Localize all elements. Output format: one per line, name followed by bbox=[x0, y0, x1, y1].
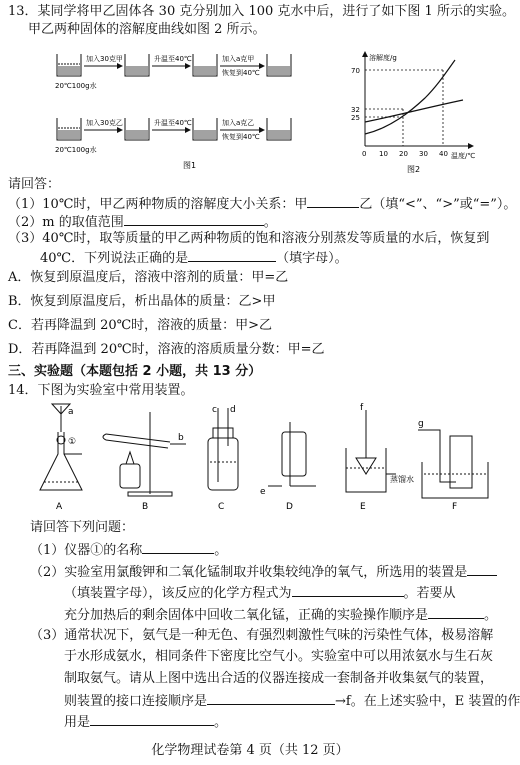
row2-beaker-3 bbox=[193, 118, 217, 140]
q14-part3-line3: 制取氨气。请从上图中选出合适的仪器连接成一套制备并收集氨气的装置， bbox=[64, 671, 494, 686]
q13-part1 bbox=[8, 195, 516, 213]
page-footer: 化学物理试卷第 4 页（共 12 页） bbox=[151, 743, 349, 758]
row1-arrow-label-4: 恢复到40℃ bbox=[222, 69, 260, 77]
apparatus-figure bbox=[20, 402, 492, 512]
q14-part3-text-b: →f。在上述实验中，E 装置的作 bbox=[335, 694, 520, 709]
q13-option-b: B．恢复到原温度后，析出晶体的质量：乙>甲 bbox=[8, 294, 276, 309]
row2-beaker-4 bbox=[267, 118, 291, 140]
answer-blank[interactable] bbox=[307, 195, 359, 208]
section-3-heading: 三、实验题（本题包括 2 小题，共 13 分） bbox=[8, 364, 262, 379]
answer-blank[interactable] bbox=[188, 249, 276, 262]
q13-part2-text: （2）m 的取值范围 bbox=[8, 215, 124, 230]
answer-blank[interactable] bbox=[207, 692, 335, 705]
q13-part3-text-b: （填字母）。 bbox=[276, 251, 348, 266]
q13-part3-line1: （3）40℃时，取等质量的甲乙两种物质的饱和溶液分别蒸发等质量的水后，恢复到 bbox=[8, 231, 490, 246]
x-axis-label: 温度/℃ bbox=[451, 152, 476, 160]
apparatus-a bbox=[40, 404, 82, 490]
row1-beaker-1 bbox=[57, 54, 81, 76]
y-tick-70: 70 bbox=[351, 67, 360, 75]
apparatus-c bbox=[208, 408, 238, 490]
q14-part3-line4 bbox=[64, 692, 520, 710]
y-axis-label: 溶解度/g bbox=[369, 54, 397, 62]
x-tick-20: 20 bbox=[399, 150, 408, 158]
q14-part3-line5: 用是 。 bbox=[64, 715, 228, 730]
q13-stem-line2: 甲乙两种固体的溶解度曲线如图 2 所示。 bbox=[28, 22, 266, 37]
q14-part3-line1: （3）通常状况下，氨气是一种无色、有强烈刺激性气味的污染性气体，极易溶解 bbox=[30, 628, 494, 643]
answer-blank[interactable] bbox=[142, 541, 214, 554]
apparatus-label-d: D bbox=[286, 502, 293, 512]
apparatus-label-a: A bbox=[56, 502, 63, 512]
figure-2-caption: 图2 bbox=[407, 165, 421, 174]
q14-part3-line2: 于水形成氨水，相同条件下密度比空气小。实验室中可以用浓氨水与生石灰 bbox=[64, 649, 494, 664]
x-tick-40: 40 bbox=[439, 150, 448, 158]
q14-part2-text: （2）实验室用氯酸钾和二氧化锰制取并收集较纯净的氧气，所选用的装置是 bbox=[30, 565, 468, 580]
apparatus-d bbox=[268, 422, 316, 486]
figure-1-diagram bbox=[55, 42, 295, 172]
q14-part3-text-c: 用是 bbox=[64, 715, 91, 730]
q13-option-a: A．恢复到原温度后，溶液中溶剂的质量：甲=乙 bbox=[8, 270, 289, 285]
solubility-curve-flat bbox=[365, 100, 463, 122]
q13-part3-text: 40℃．下列说法正确的是 bbox=[40, 251, 189, 266]
row2-arrow-label-3: 加入a克乙 bbox=[222, 119, 255, 127]
label-a: a bbox=[68, 407, 74, 417]
label-c: c bbox=[212, 405, 217, 415]
q13-part1-text: （1）10℃时，甲乙两种物质的溶解度大小关系：甲 bbox=[8, 197, 308, 212]
x-tick-30: 30 bbox=[419, 150, 428, 158]
label-circle-1: ① bbox=[68, 437, 77, 447]
apparatus-b bbox=[103, 412, 186, 496]
q14-part2-text-c: 。若要从 bbox=[403, 586, 456, 601]
q13-option-c: C．若再降温到 20℃时，溶液的质量：甲>乙 bbox=[8, 318, 273, 333]
q14-part2-text-d: 充分加热后的剩余固体中回收二氧化锰，正确的实验操作顺序是 bbox=[64, 608, 429, 623]
q14-part1: （1）仪器①的名称 。 bbox=[30, 543, 228, 558]
label-b: b bbox=[178, 433, 184, 443]
row2-arrow-label-1: 加入30克乙 bbox=[86, 119, 123, 127]
row2-arrow-label-2: 升温至40℃ bbox=[154, 119, 192, 127]
q14-part2-text-b: （填装置字母），该反应的化学方程式为 bbox=[64, 586, 292, 601]
q14-stem: 14．下图为实验室中常用装置。 bbox=[8, 383, 194, 398]
figure-2-solubility-chart bbox=[345, 46, 495, 176]
answer-blank[interactable] bbox=[467, 563, 497, 576]
q14-part3-text: 则装置的接口连接顺序是 bbox=[64, 694, 208, 709]
y-tick-32: 32 bbox=[351, 106, 360, 114]
q13-part1-text-b: 乙（填“<”、“>”或“=”）。 bbox=[359, 197, 517, 212]
apparatus-e bbox=[346, 410, 396, 492]
q13-part3-line2 bbox=[40, 249, 348, 267]
q14-part2-line3: 充分加热后的剩余固体中回收二氧化锰，正确的实验操作顺序是 。 bbox=[64, 608, 498, 623]
label-distilled-water: 蒸馏水 bbox=[390, 475, 414, 484]
apparatus-label-f: F bbox=[452, 502, 458, 512]
x-tick-10: 10 bbox=[379, 150, 388, 158]
q14-prompt: 请回答下列问题： bbox=[30, 520, 135, 535]
figure-1-caption: 图1 bbox=[183, 161, 197, 170]
apparatus-label-b: B bbox=[142, 502, 149, 512]
row1-arrow-label-2: 升温至40℃ bbox=[154, 55, 192, 63]
label-g: g bbox=[418, 419, 424, 429]
label-f: f bbox=[360, 403, 364, 413]
q14-part2-line1 bbox=[30, 563, 497, 581]
answer-blank[interactable] bbox=[90, 713, 214, 726]
q13-part2: （2）m 的取值范围 。 bbox=[8, 215, 277, 230]
q14-part2-line2 bbox=[64, 584, 456, 602]
row2-arrow-label-4: 恢复到40℃ bbox=[222, 133, 260, 141]
q13-stem-line1: 13．某同学将甲乙固体各 30 克分别加入 100 克水中后，进行了如下图 1 所示的实验。 bbox=[8, 4, 515, 19]
row1-caption: 20℃100g水 bbox=[55, 82, 97, 90]
apparatus-label-e: E bbox=[360, 502, 366, 512]
label-d: d bbox=[230, 405, 236, 415]
row2-beaker-2 bbox=[125, 118, 149, 140]
y-tick-25: 25 bbox=[351, 114, 360, 122]
row2-caption: 20℃100g水 bbox=[55, 146, 97, 154]
answer-blank[interactable] bbox=[292, 584, 404, 597]
solubility-curve-steep bbox=[365, 60, 455, 134]
row2-beaker-1 bbox=[57, 118, 81, 140]
row1-beaker-3 bbox=[193, 54, 217, 76]
apparatus-label-c: C bbox=[218, 502, 225, 512]
q13-prompt: 请回答： bbox=[8, 177, 61, 192]
answer-blank[interactable] bbox=[428, 606, 484, 619]
answer-blank[interactable] bbox=[124, 213, 264, 226]
q13-option-d: D．若再降温到 20℃时，溶液的溶质质量分数：甲=乙 bbox=[8, 342, 325, 357]
label-e: e bbox=[260, 487, 266, 497]
row1-beaker-2 bbox=[125, 54, 149, 76]
row1-beaker-4 bbox=[267, 54, 291, 76]
row1-arrow-label-3: 加入a克甲 bbox=[222, 55, 255, 63]
x-tick-0: 0 bbox=[362, 150, 367, 158]
row1-arrow-label-1: 加入30克甲 bbox=[86, 55, 123, 63]
q14-part1-text: （1）仪器①的名称 bbox=[30, 543, 143, 558]
apparatus-f bbox=[418, 430, 488, 498]
